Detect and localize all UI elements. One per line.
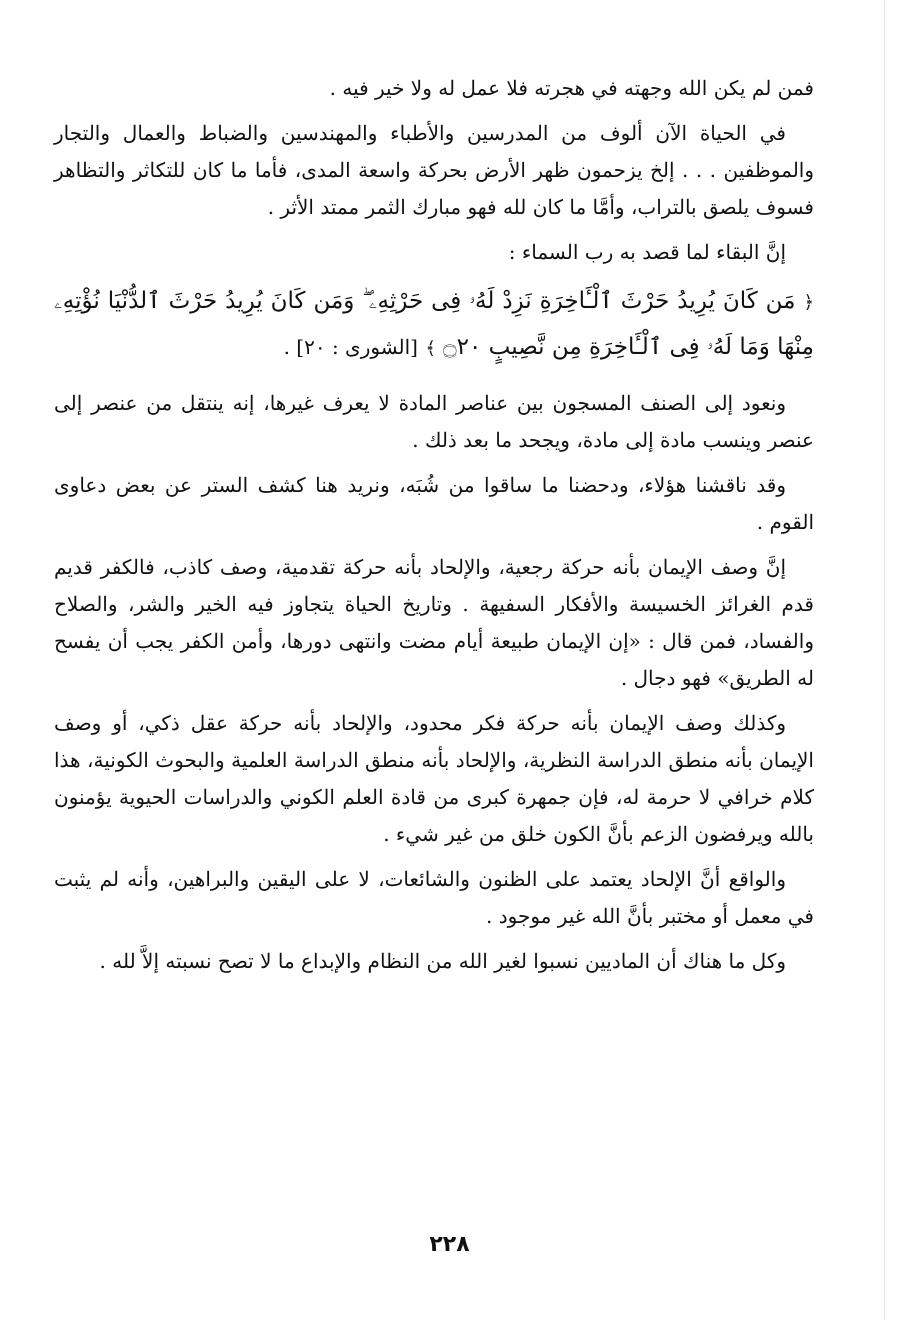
page-edge-line [884,0,885,1320]
paragraph-1: فمن لم يكن الله وجهته في هجرته فلا عمل له ولا خير فيه . [329,76,814,100]
paragraph-5: وقد ناقشنا هؤلاء، ودحضنا ما ساقوا من شُبَه، ونريد هنا كشف الستر عن بعض دعاوى القوم . [54,473,814,534]
ayah-number-mark: ۝٢٠ [443,334,482,360]
paragraph-9: وكل ما هناك أن الماديين نسبوا لغير الله من النظام والإبداع ما لا تصح نسبته إلاَّ لله . [99,949,786,973]
paragraph-2: في الحياة الآن ألوف من المدرسين والأطباء والمهندسين والضباط والعمال والتجار والموظفين . . . إلخ يزحمون ظهر الأرض بحركة واسعة المدى، فأما ما كان للتكاثر والتظاهر فسوف يلصق بالتراب، وأمَّا ما كان لله فهو مبارك الثمر ممتد الأثر . [54,121,814,219]
paragraph-8: والواقع أنَّ الإلحاد يعتمد على الظنون والشائعات، لا على اليقين والبراهين، وأنه لم يثبت في معمل أو مختبر بأنَّ الله غير موجود . [54,867,814,928]
verse-close-bracket: ﴾ [425,338,436,359]
verse-reference: [الشورى : ٢٠] . [283,335,418,359]
paragraph-4: ونعود إلى الصنف المسجون بين عناصر المادة لا يعرف غيرها، إنه ينتقل من عنصر إلى عنصر وينسب مادة إلى مادة، ويجحد ما بعد ذلك . [54,391,814,452]
page-body [54,70,814,988]
page-number: ٢٢٨ [429,1232,470,1257]
paragraph-6: إنَّ وصف الإيمان بأنه حركة رجعية، والإلحاد بأنه حركة تقدمية، وصف كاذب، فالكفر قديم قدم الغرائز الخسيسة والأفكار السفيهة . وتاريخ الحياة يتجاوز فيه الخير والشر، والصلاح والفساد، فمن قال : «إن الإيمان طبيعة أيام مضت وانتهى دورها، وأمن الكفر يجب أن يفسح له الطريق» فهو دجال . [54,555,814,690]
quran-verse [54,279,814,371]
paragraph-7: وكذلك وصف الإيمان بأنه حركة فكر محدود، والإلحاد بأنه حركة عقل ذكي، أو وصف الإيمان بأنه منطق الدراسة النظرية، والإلحاد بأنه منطق الدراسة العلمية والبحوث الكونية، هذا كلام خرافي لا حرمة له، فإن جمهرة كبرى من قادة العلم الكوني والدراسات الحيوية يؤمنون بالله ويرفضون الزعم بأنَّ الكون خلق من غير شيء . [54,711,814,846]
verse-text: مَن كَانَ يُرِيدُ حَرْثَ ٱلْـَٔاخِرَةِ نَزِدْ لَهُۥ فِى حَرْثِهِۦ ۖ وَمَن كَانَ يُرِيدُ حَرْثَ ٱلدُّنْيَا نُؤْتِهِۦ مِنْهَا وَمَا لَهُۥ فِى ٱلْـَٔاخِرَةِ مِن نَّصِيبٍ [54,288,814,360]
paragraph-3: إنَّ البقاء لما قصد به رب السماء : [508,240,786,264]
verse-open-bracket: ﴿ [803,292,814,313]
